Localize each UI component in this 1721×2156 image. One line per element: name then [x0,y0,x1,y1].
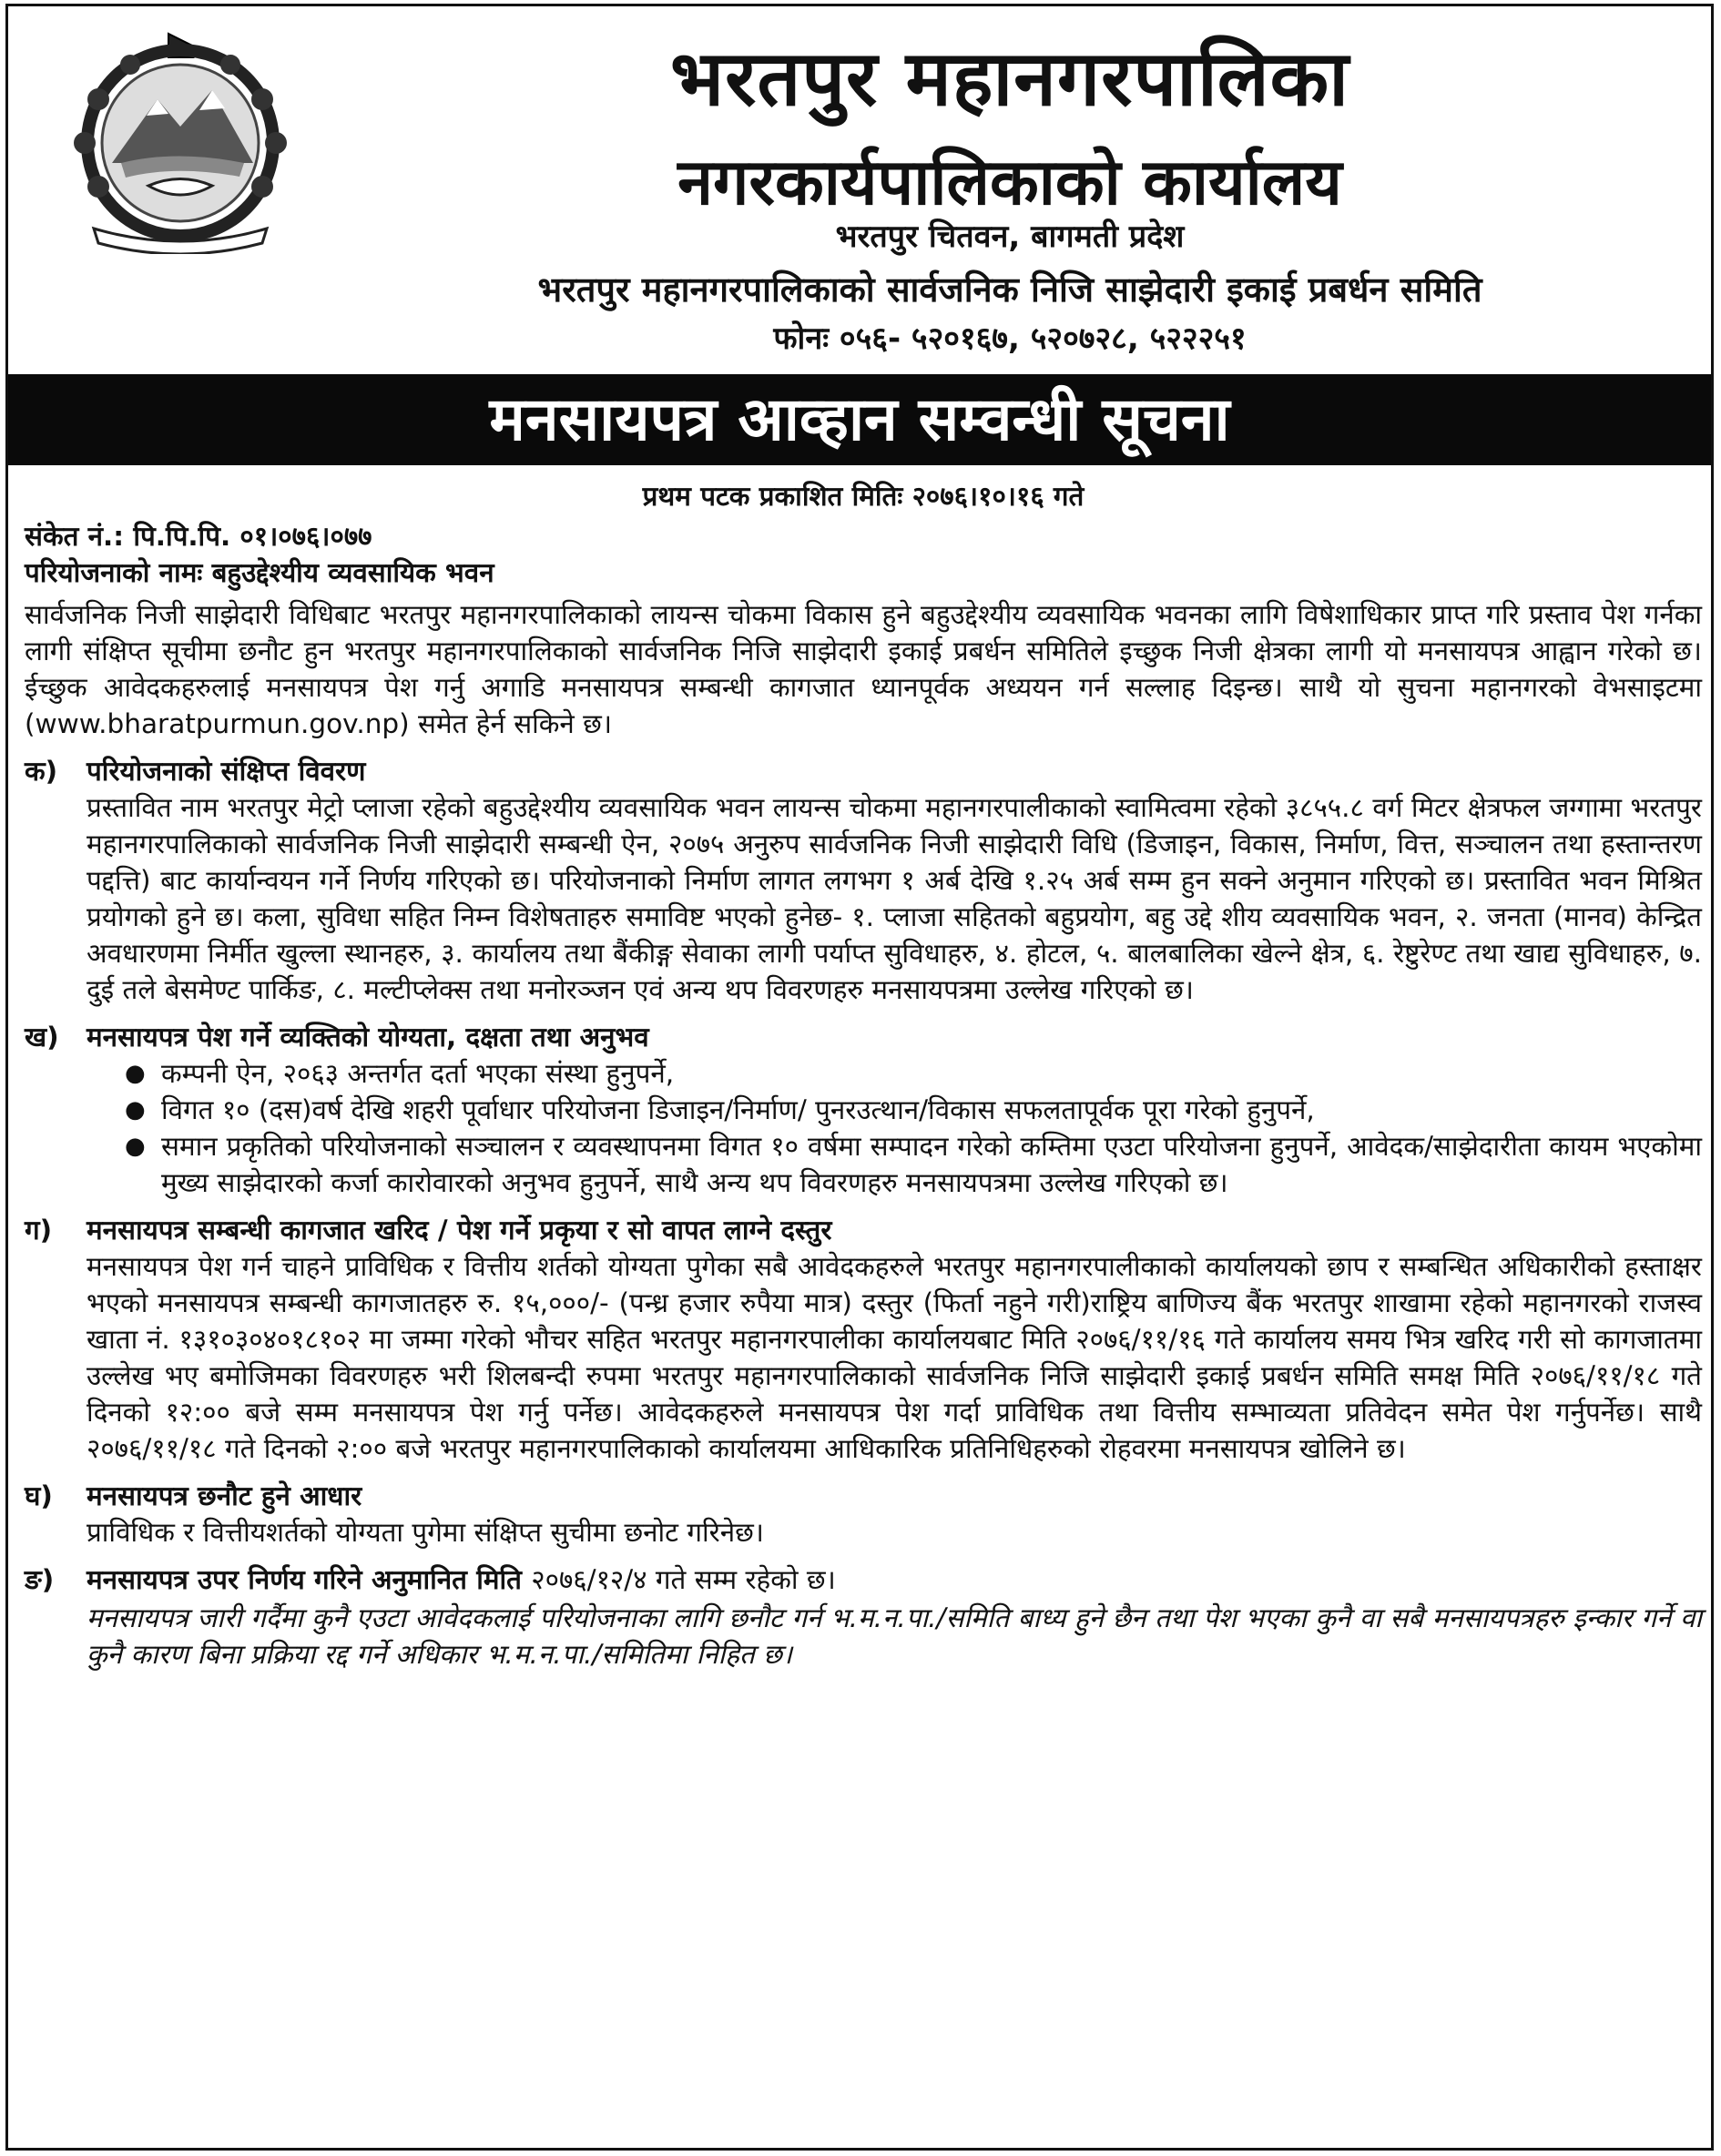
section-nga [25,1561,1702,1598]
section-kha-title: मनसायपत्र पेश गर्ने व्यक्तिको योग्यता, दक्षता तथा अनुभव [87,1022,649,1053]
reference-label: संकेत नं.: [25,521,125,552]
section-nga-text [87,1561,836,1598]
municipality-title: भरतपुर महानगरपालिका [670,34,1349,123]
qualification-list [25,1055,1702,1201]
section-gha-mark: घ) [25,1480,53,1511]
nepal-emblem-icon [30,26,331,254]
reference-value: पि.पि.पि. ०१।०७६।०७७ [133,521,372,552]
section-ka-body: प्रस्तावित नाम भरतपुर मेट्रो प्लाजा रहेको बहुउद्देश्यीय व्यवसायिक भवन लायन्स चोकमा महानगरपालीकाको स्वामित्वमा रहेको ३८५५.८ वर्ग मिटर क्षेत्रफल जग्गामा भरतपुर महानगरपालिकाको सार्वजनिक निजी साझेदारी सम्बन्धी ऐन, २०७५ अनुरुप सार्वजनिक निजी साझेदारी विधि (डिजाइन, विकास, निर्माण, वित्त, सञ्चालन तथा हस्तान्तरण पद्दत्ति) बाट कार्यान्वयन गर्ने निर्णय गरिएको छ। परियोजनाको निर्माण लागत लगभग १ अर्ब देखि १.२५ अर्ब सम्म हुन सक्ने अनुमान गरिएको छ। प्रस्तावित भवन मिश्रित प्रयोगको हुने छ। कला, सुविधा सहित निम्न विशेषताहरु समाविष्ट भएको हुनेछ- १. प्लाजा सहितको बहुप्रयोग, बहु उद्दे शीय व्यवसायिक भवन, २. जनता (मानव) केन्द्रित अवधारणमा निर्मीत खुल्ला स्थानहरु, ३. कार्यालय तथा बैंकीङ्ग सेवाका लागी पर्याप्त सुविधाहरु, ४. होटल, ५. बालबालिका खेल्ने क्षेत्र, ६. रेष्टुरेण्ट तथा खाद्य सुविधाहरु, ७. दुई तले बेसमेण्ट पार्किङ, ८. मल्टीप्लेक्स तथा मनोरञ्जन एवं अन्य थप विवरणहरु मनसायपत्रमा उल्लेख गरिएको छ। [87,792,1702,1005]
publication-date: प्रथम पटक प्रकाशित मितिः २०७६।१०।१६ गते [642,481,1085,512]
section-ga-heading [25,1212,1702,1248]
section-kha-heading [25,1019,1702,1055]
section-ga-mark: ग) [25,1215,53,1246]
notice-frame [5,4,1714,2151]
bullet-icon: ● [125,1133,146,1160]
section-ga [25,1212,1702,1467]
section-gha-heading [25,1478,1702,1514]
notice-content [25,478,1702,1673]
section-nga-title: मनसायपत्र उपर निर्णय गरिने अनुमानित मिति [87,1564,522,1595]
section-gha [25,1478,1702,1551]
list-item [25,1128,1702,1201]
address-line: भरतपुर चितवन, बागमती प्रदेश [835,219,1185,255]
project-line [25,554,1702,591]
list-item-text: कम्पनी ऐन, २०६३ अन्तर्गत दर्ता भएका संस्था हुनुपर्ने, [161,1058,675,1089]
notice-banner: मनसायपत्र आव्हान सम्वन्धी सूचना [8,374,1711,465]
section-ga-title: मनसायपत्र सम्बन्धी कागजात खरिद / पेश गर्ने प्रकृया र सो वापत लाग्ने दस्तुर [87,1215,832,1246]
section-ka-title: परियोजनाको संक्षिप्त विवरण [87,756,366,787]
reference-line [25,518,1702,554]
section-nga-mark: ङ) [25,1564,55,1595]
section-gha-body: प्राविधिक र वित्तीयशर्तको योग्यता पुगेमा संक्षिप्त सुचीमा छनोट गरिनेछ। [87,1517,764,1548]
bullet-icon: ● [125,1060,146,1087]
section-ka [25,753,1702,1008]
project-label: परियोजनाको नामः [25,557,203,588]
section-ga-body: मनसायपत्र पेश गर्न चाहने प्राविधिक र वित्तीय शर्तको योग्यता पुगेका सबै आवेदकहरुले भरतपुर महानगरपालीकाको कार्यालयको छाप र सम्बन्धित अधिकारीको हस्ताक्षर भएको मनसायपत्र सम्बन्धी कागजातहरु रु. १५,०००/- (पन्ध्र हजार रुपैया मात्र) दस्तुर (फिर्ता नहुने गरी)राष्ट्रिय बाणिज्य बैंक भरतपुर शाखामा रहेको महानगरको राजस्व खाता नं. १३१०३०४०१८१०२ मा जम्मा गरेको भौचर सहित भरतपुर महानगरपालीका कार्यालयबाट मिति २०७६/११/१६ गते कार्यालय समय भित्र खरिद गरी सो कागजातमा उल्लेख भए बमोजिमका विवरणहरु भरी शिलबन्दी रुपमा भरतपुर महानगरपालिकाको सार्वजनिक निजि साझेदारी इकाई प्रबर्धन समिति समक्ष मिति २०७६/११/१८ गते दिनको १२:०० बजे सम्म मनसायपत्र पेश गर्नु पर्नेछ। आवेदकहरुले मनसायपत्र पेश गर्दा प्राविधिक तथा वित्तीय सम्भाव्यता प्रतिवेदन समेत पेश गर्नुपर्नेछ। साथै २०७६/११/१८ गते दिनको २:०० बजे भरतपुर महानगरपालिकाको कार्यालयमा आधिकारिक प्रतिनिधिहरुको रोहवरमा मनसायपत्र खोलिने छ। [87,1251,1702,1464]
list-item [25,1055,1702,1092]
disclaimer-note: मनसायपत्र जारी गर्दैमा कुनै एउटा आवेदकलाई परियोजनाका लागि छनौट गर्न भ.म.न.पा./समिति बाध्य हुने छैन तथा पेश भएका कुनै वा सबै मनसायपत्रहरु इन्कार गर्ने वा कुनै कारण बिना प्रक्रिया रद्द गर्ने अधिकार भ.म.न.पा./समितिमा निहित छ। [87,1602,1702,1670]
office-title: नगरकार्यपालिकाको कार्यालय [677,145,1342,219]
list-item-text: समान प्रकृतिको परियोजनाको सञ्चालन र व्यवस्थापनमा विगत १० वर्षमा सम्पादन गरेको कम्तिमा एउटा परियोजना हुनुपर्ने, आवेदक/साझेदारीता कायम भएकोमा मुख्य साझेदारको कर्जा कारोवारको अनुभव हुनुपर्ने, साथै अन्य थप विवरणहरु मनसायपत्रमा उल्लेख गरिएको छ। [161,1131,1702,1198]
list-item-text: विगत १० (दस)वर्ष देखि शहरी पूर्वाधार परियोजना डिजाइन/निर्माण/ पुनरउत्थान/विकास सफलतापूर्वक पूरा गरेको हुनुपर्ने, [161,1094,1315,1125]
section-gha-title: मनसायपत्र छनौट हुने आधार [87,1480,362,1511]
notice-header [8,6,1711,369]
phone-line: फोनः ०५६- ५२०१६७, ५२०७२८, ५२२२५१ [773,320,1247,357]
list-item [25,1092,1702,1128]
section-ka-mark: क) [25,756,58,787]
project-value: बहुउद्देश्यीय व्यवसायिक भवन [211,557,494,588]
committee-name: भरतपुर महानगरपालिकाको सार्वजनिक निजि साझेदारी इकाई प्रबर्धन समिति [537,270,1482,310]
section-ka-heading [25,753,1702,789]
bullet-icon: ● [125,1096,146,1124]
intro-paragraph: सार्वजनिक निजी साझेदारी विधिबाट भरतपुर महानगरपालिकाको लायन्स चोकमा विकास हुने बहुउद्देश्यीय व्यवसायिक भवनका लागि विषेशाधिकार प्राप्त गरि प्रस्ताव पेश गर्नका लागी संक्षिप्त सूचीमा छनौट हुन भरतपुर महानगरपालिकाको सार्वजनिक निजि साझेदारी इकाई प्रबर्धन समितिले इच्छुक निजी क्षेत्रका लागी यो मनसायपत्र आह्वान गरेको छ। ईच्छुक आवेदकहरुलाई मनसायपत्र पेश गर्नु अगाडि मनसायपत्र सम्बन्धी कागजात ध्यानपूर्वक अध्ययन गर्न सल्लाह दिइन्छ। साथै यो सुचना महानगरको वेभसाइटमा (www.bharatpurmun.gov.np) समेत हेर्न सकिने छ। [25,599,1703,739]
section-kha-mark: ख) [25,1022,59,1053]
section-nga-date: २०७६/१२/४ गते सम्म रहेको छ। [531,1564,836,1595]
section-kha [25,1019,1702,1201]
